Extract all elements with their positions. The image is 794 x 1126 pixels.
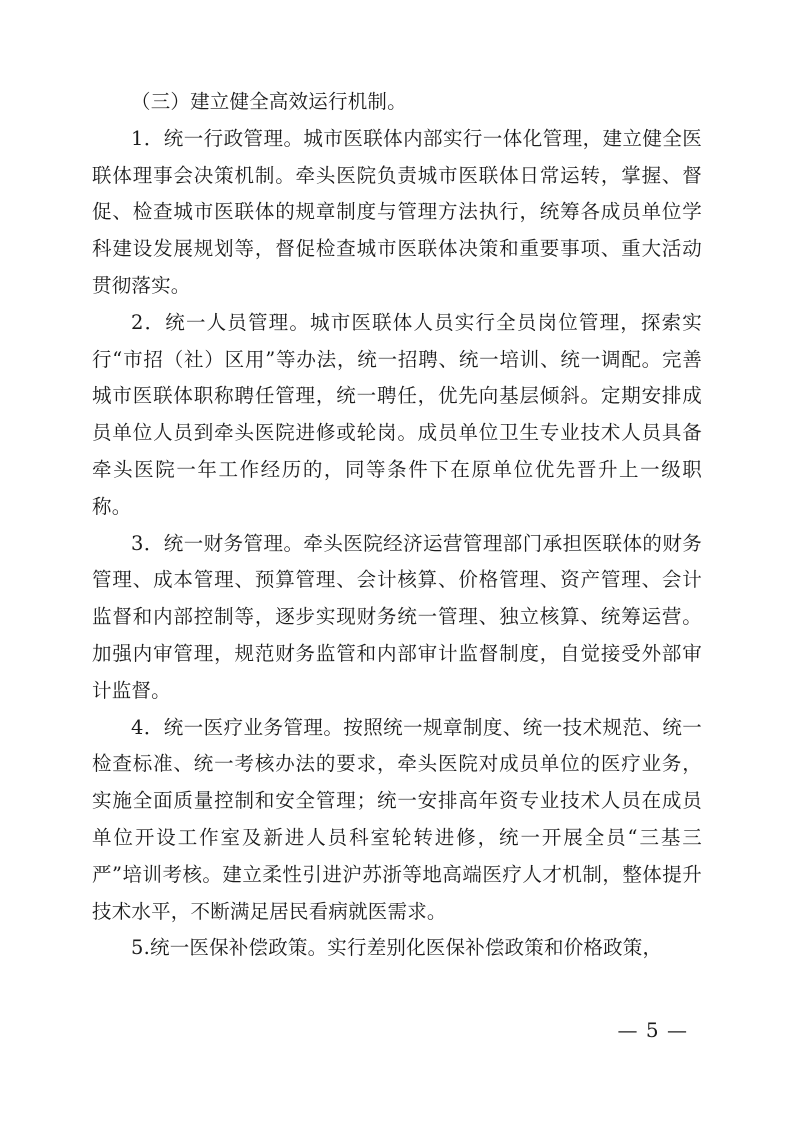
page-number: — 5 — bbox=[617, 1018, 688, 1042]
section-heading: （三）建立健全高效运行机制。 bbox=[131, 90, 407, 113]
paragraph-unified-finance: 3．统一财务管理。牵头医院经济运营管理部门承担医联体的财务管理、成本管理、预算管理、会计核算、价格管理、资产管理、会计监督和内部控制等，逐步实现财务统一管理、独立核算、统筹运营。加强内审管理，规范财务监管和内部审计监督制度，自觉接受外部审计监督。 bbox=[92, 531, 702, 702]
paragraph-unified-personnel: 2．统一人员管理。城市医联体人员实行全员岗位管理，探索实行“市招（社）区用”等办法，统一招聘、统一培训、统一调配。完善城市医联体职称聘任管理，统一聘任，优先向基层倾斜。定期安排成员单位人员到牵头医院进修或轮岗。成员单位卫生专业技术人员具备牵头医院一年工作经历的，同等条件下在原单位优先晋升上一级职称。 bbox=[92, 310, 702, 518]
paragraph-unified-insurance-policy: 5.统一医保补偿政策。实行差别化医保补偿政策和价格政策， bbox=[131, 936, 663, 960]
paragraph-unified-medical-business: 4．统一医疗业务管理。按照统一规章制度、统一技术规范、统一检查标准、统一考核办法的要求，牵头医院对成员单位的医疗业务，实施全面质量控制和安全管理；统一安排高年资专业技术人员在成员单位开设工作室及新进人员科室轮转进修，统一开展全员“三基三严”培训考核。建立柔性引进沪苏浙等地高端医疗人才机制，整体提升技术水平，不断满足居民看病就医需求。 bbox=[92, 715, 702, 923]
paragraph-unified-administration: 1．统一行政管理。城市医联体内部实行一体化管理，建立健全医联体理事会决策机制。牵头医院负责城市医联体日常运转，掌握、督促、检查城市医联体的规章制度与管理方法执行，统筹各成员单位学科建设发展规划等，督促检查城市医联体决策和重要事项、重大活动贯彻落实。 bbox=[92, 126, 702, 297]
document-body bbox=[92, 84, 702, 967]
